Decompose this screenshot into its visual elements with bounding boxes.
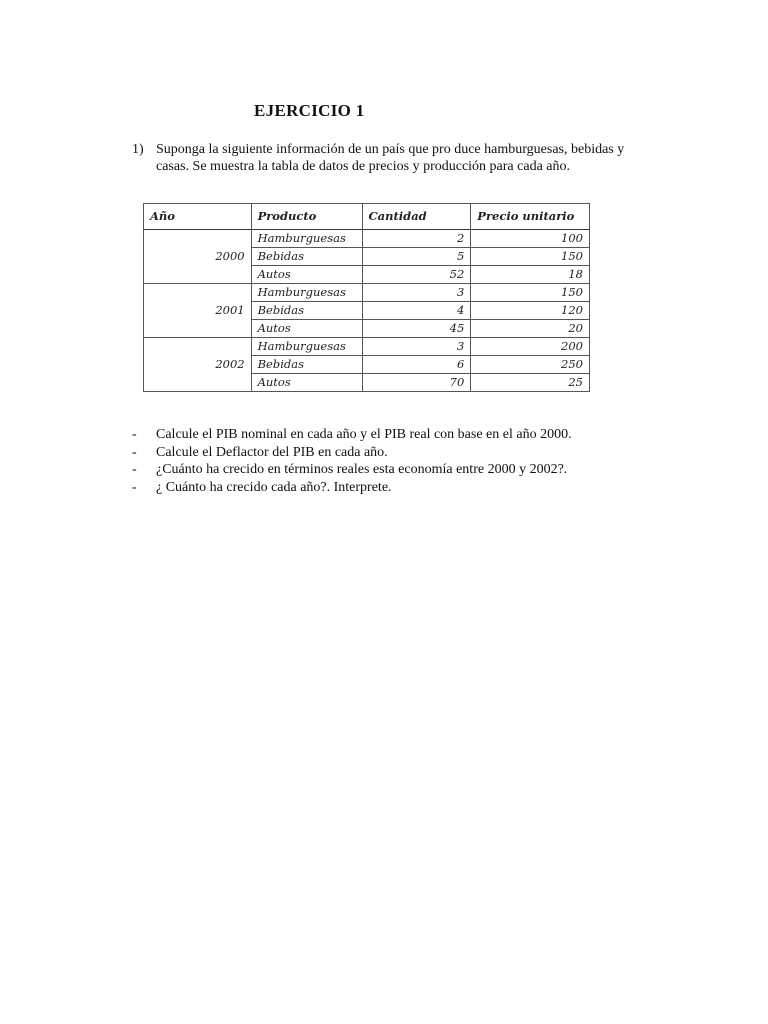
list-bullet: -	[132, 479, 137, 495]
list-bullet: -	[132, 462, 137, 477]
list-item	[132, 426, 652, 444]
task-text: Calcule el Deflactor del PIB en cada año.	[156, 444, 388, 460]
task-text: Calcule el PIB nominal en cada año y el PIB real con base en el año 2000.	[156, 427, 572, 442]
quantity-cell: 45	[362, 320, 471, 338]
price-cell: 20	[471, 320, 590, 338]
header-product: Producto	[251, 204, 362, 230]
price-cell: 150	[471, 284, 590, 302]
product-cell: Bebidas	[251, 356, 362, 374]
year-cell: 2002	[144, 338, 252, 392]
product-cell: Autos	[251, 266, 362, 284]
table-header-row	[144, 204, 590, 230]
task-list	[132, 426, 652, 496]
list-bullet: -	[132, 427, 137, 442]
quantity-cell: 2	[362, 230, 471, 248]
question-text: Suponga la siguiente información de un país que pro duce hamburguesas, bebidas y casas. Se muestra la tabla de datos de precios y producción para cada año.	[156, 142, 625, 174]
product-cell: Hamburguesas	[251, 338, 362, 356]
task-text: ¿ Cuánto ha crecido cada año?. Interprete.	[156, 479, 392, 495]
header-price: Precio unitario	[471, 204, 590, 230]
question-number: 1)	[132, 142, 144, 157]
quantity-cell: 4	[362, 302, 471, 320]
question-1	[132, 141, 632, 175]
price-cell: 120	[471, 302, 590, 320]
quantity-cell: 3	[362, 338, 471, 356]
quantity-cell: 52	[362, 266, 471, 284]
list-item	[132, 444, 652, 462]
header-year: Año	[144, 204, 252, 230]
quantity-cell: 70	[362, 374, 471, 392]
product-cell: Bebidas	[251, 248, 362, 266]
product-cell: Hamburguesas	[251, 284, 362, 302]
table-row	[144, 284, 590, 302]
data-table	[143, 203, 590, 392]
price-cell: 150	[471, 248, 590, 266]
price-cell: 200	[471, 338, 590, 356]
product-cell: Hamburguesas	[251, 230, 362, 248]
header-quantity: Cantidad	[362, 204, 471, 230]
quantity-cell: 6	[362, 356, 471, 374]
product-cell: Autos	[251, 320, 362, 338]
quantity-cell: 3	[362, 284, 471, 302]
price-cell: 25	[471, 374, 590, 392]
table-row	[144, 230, 590, 248]
page-title: EJERCICIO 1	[254, 101, 365, 120]
product-cell: Autos	[251, 374, 362, 392]
list-bullet: -	[132, 444, 137, 460]
year-cell: 2001	[144, 284, 252, 338]
price-cell: 250	[471, 356, 590, 374]
year-cell: 2000	[144, 230, 252, 284]
task-text: ¿Cuánto ha crecido en términos reales esta economía entre 2000 y 2002?.	[156, 462, 568, 477]
price-cell: 100	[471, 230, 590, 248]
list-item	[132, 461, 652, 479]
quantity-cell: 5	[362, 248, 471, 266]
list-item	[132, 479, 652, 497]
product-cell: Bebidas	[251, 302, 362, 320]
price-cell: 18	[471, 266, 590, 284]
table-row	[144, 338, 590, 356]
